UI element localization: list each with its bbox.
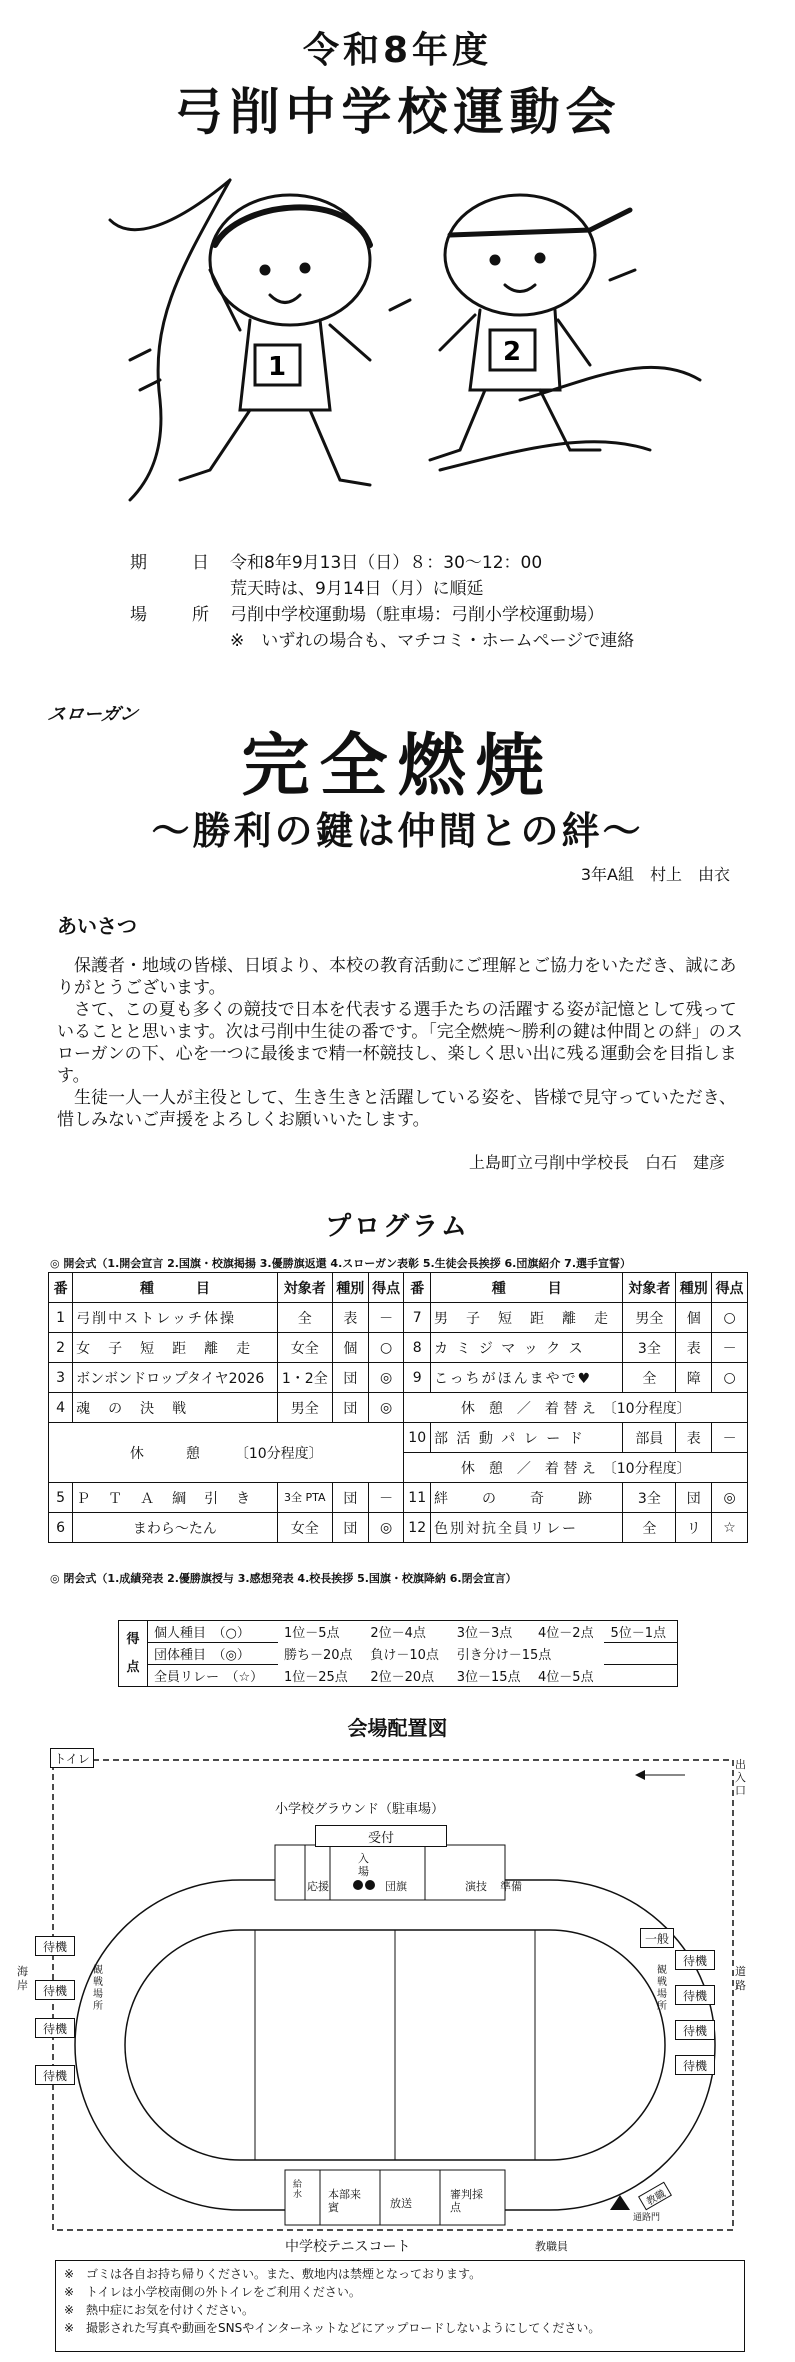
score-cell: 4位－5点 <box>532 1665 604 1687</box>
performance-label: 演技 <box>465 1880 487 1893</box>
break-row: 休 憩 〔10分程度〕 <box>49 1423 404 1483</box>
table-header-row <box>49 1273 748 1303</box>
event-type: 団 <box>676 1483 712 1513</box>
waiting-area: 待機 <box>35 1980 75 2000</box>
event-no: 1 <box>49 1303 73 1333</box>
hq-label: 本部来賓 <box>328 2188 361 2214</box>
score-cell: 1位－25点 <box>278 1665 364 1687</box>
date-label: 期 日 <box>130 553 223 573</box>
event-target: 1・2全 <box>277 1363 332 1393</box>
cheer-label: 応援 <box>307 1880 329 1893</box>
runners-illustration <box>90 150 710 520</box>
event-target: 男全 <box>277 1393 332 1423</box>
gate-label: 通路門 <box>633 2213 661 2223</box>
greeting-para: 保護者・地域の皆様、日頃より、本校の教育活動にご理解とご協力をいただき、誠にありがとうございます。 <box>57 956 737 998</box>
event-no: 11 <box>404 1483 430 1513</box>
score-cell: 全員リレー （☆） <box>148 1665 278 1687</box>
slogan-label: スローガン <box>45 704 140 725</box>
waiting-area: 待機 <box>35 2018 75 2038</box>
table-row <box>49 1363 748 1393</box>
date-value: 令和8年9月13日（日）８：30～12：00 <box>230 553 543 573</box>
scoring-label: 得点 <box>119 1621 148 1687</box>
break-row: 休 憩 ／ 着 替 え 〔10分程度〕 <box>404 1393 748 1423</box>
parking-label: 小学校グラウンド（駐車場） <box>275 1802 445 1817</box>
viewing-area: 観戦場所 <box>93 1965 103 2012</box>
event-type: 個 <box>676 1303 712 1333</box>
broadcast-label: 放送 <box>390 2197 412 2210</box>
waiting-area: 待機 <box>35 2065 75 2085</box>
score-cell: 2位－4点 <box>364 1621 450 1643</box>
reception-label: 受付 <box>315 1825 447 1847</box>
col-header: 対象者 <box>623 1273 676 1303</box>
score-cell: 勝ち－20点 <box>283 1648 353 1663</box>
greeting-para: 生徒一人一人が主役として、生き生きと活躍している姿を、皆様で見守っていただき、惜しみないご声援をよろしくお願いいたします。 <box>57 1088 736 1130</box>
event-name: Ｐ Ｔ Ａ 綱 引 き <box>73 1483 278 1513</box>
event-points: ◎ <box>712 1483 748 1513</box>
event-points: － <box>368 1303 404 1333</box>
opening-ceremony: ◎ 開会式（1.開会宣言 2.国旗・校旗掲揚 3.優勝旗返還 4.スローガン表彰 5.生徒会長挨拶 6.団旗紹介 7.選手宣誓） <box>50 1257 632 1270</box>
event-name: 弓削中ストレッチ体操 <box>73 1303 278 1333</box>
note-item: ※ トイレは小学校南側の外トイレをご利用ください。 <box>64 2285 361 2299</box>
program-table <box>48 1272 748 1543</box>
program-title: プログラム <box>325 1212 470 1242</box>
event-info <box>130 550 634 654</box>
table-row <box>49 1483 748 1513</box>
runner1-bib: 1 <box>267 352 287 382</box>
event-type: 個 <box>332 1333 368 1363</box>
col-header: 種 目 <box>430 1273 622 1303</box>
note-item: ※ 撮影された写真や動画をSNSやインターネットなどにアップロードしないようにしてください。 <box>64 2321 601 2335</box>
waiting-area: 待機 <box>675 2055 715 2075</box>
event-type: 団 <box>332 1513 368 1543</box>
event-no: 10 <box>404 1423 430 1453</box>
note-item: ※ 熱中症にお気を付けください。 <box>64 2303 255 2317</box>
viewing-area: 観戦場所 <box>657 1965 667 2012</box>
event-no: 6 <box>49 1513 73 1543</box>
event-type: リ <box>676 1513 712 1543</box>
flag-label: 団旗 <box>385 1880 407 1893</box>
event-type: 表 <box>676 1423 712 1453</box>
event-target: 3全 <box>623 1483 676 1513</box>
event-points: ◎ <box>368 1393 404 1423</box>
event-no: 4 <box>49 1393 73 1423</box>
greeting-body <box>57 955 747 1131</box>
score-cell: 2位－20点 <box>364 1665 450 1687</box>
table-row <box>49 1333 748 1363</box>
event-no: 7 <box>404 1303 430 1333</box>
venue-title: 会場配置図 <box>347 1716 448 1740</box>
event-name: まわら～たん <box>73 1513 278 1543</box>
slogan-main: 完全燃焼 <box>241 726 554 806</box>
slogan-author: 3年A組 村上 由衣 <box>580 865 730 884</box>
score-cell: 個人種目 （○） <box>148 1621 278 1643</box>
table-row <box>49 1303 748 1333</box>
table-row <box>49 1513 748 1543</box>
break-row: 休 憩 ／ 着 替 え 〔10分程度〕 <box>404 1453 748 1483</box>
waiting-area: 待機 <box>675 1950 715 1970</box>
entrance-label: 出入口 <box>735 1758 746 1797</box>
notes-box <box>55 2260 745 2352</box>
col-header: 番 <box>49 1273 73 1303</box>
venue-map <box>17 1740 750 2255</box>
event-no: 8 <box>404 1333 430 1363</box>
runner2-bib: 2 <box>502 337 522 367</box>
prep-label: 準備 <box>500 1880 522 1893</box>
event-points: ○ <box>712 1303 748 1333</box>
event-no: 9 <box>404 1363 430 1393</box>
event-type: 団 <box>332 1363 368 1393</box>
principal-signature: 上島町立弓削中学校長 白石 建彦 <box>468 1153 725 1172</box>
waiting-area: 待機 <box>675 2020 715 2040</box>
table-row <box>119 1621 678 1643</box>
event-target: 全 <box>277 1303 332 1333</box>
teachers-label: 教職員 <box>535 2240 568 2253</box>
event-name: 女 子 短 距 離 走 <box>73 1333 278 1363</box>
staff-tag: 教職 <box>638 2182 672 2211</box>
sea-label: 海岸 <box>17 1965 28 1992</box>
toilet-label: トイレ <box>50 1748 94 1768</box>
event-type: 表 <box>332 1303 368 1333</box>
col-header: 種別 <box>676 1273 712 1303</box>
table-row <box>119 1665 678 1687</box>
event-points: － <box>712 1423 748 1453</box>
event-no: 2 <box>49 1333 73 1363</box>
event-points: － <box>368 1483 404 1513</box>
event-points: ◎ <box>368 1363 404 1393</box>
slogan-sub: ～勝利の鍵は仲間との絆～ <box>151 808 644 853</box>
event-points: ☆ <box>712 1513 748 1543</box>
score-cell: 3位－3点 <box>451 1621 532 1643</box>
event-name: こっちがほんまやで♥ <box>430 1363 622 1393</box>
table-row <box>119 1643 678 1665</box>
score-cell: 5位－1点 <box>604 1621 677 1643</box>
event-no: 12 <box>404 1513 430 1543</box>
table-row <box>49 1393 748 1423</box>
event-points: － <box>712 1333 748 1363</box>
event-name: 絆 の 奇 跡 <box>430 1483 622 1513</box>
place-label: 場 所 <box>130 605 223 625</box>
col-header: 種別 <box>332 1273 368 1303</box>
enter-label: 入場 <box>358 1852 369 1878</box>
event-target: 全 <box>623 1513 676 1543</box>
col-header: 得点 <box>368 1273 404 1303</box>
contact-note: ※ いずれの場合も、マチコミ・ホームページで連絡 <box>230 631 635 651</box>
greeting-para: さて、この夏も多くの競技で日本を代表する選手たちの活躍する姿が記憶として残っていることと思います。次は弓削中生徒の番です。「完全燃焼～勝利の鍵は仲間との絆」のスローガンの下、心を一つに最後まで精一杯競技し、楽しく思い出に残る運動会を目指します。 <box>57 1000 743 1086</box>
event-points: ○ <box>368 1333 404 1363</box>
event-no: 5 <box>49 1483 73 1513</box>
judge-label: 審判採点 <box>450 2188 483 2214</box>
event-target: 女全 <box>277 1513 332 1543</box>
event-target: 全 <box>623 1363 676 1393</box>
score-cell: 引き分け－15点 <box>456 1648 552 1663</box>
col-header: 対象者 <box>277 1273 332 1303</box>
place-value: 弓削中学校運動場（駐車場：弓削小学校運動場） <box>230 605 604 625</box>
event-name: 色別対抗全員リレー <box>430 1513 622 1543</box>
table-row <box>49 1423 748 1453</box>
event-points: ◎ <box>368 1513 404 1543</box>
col-header: 種 目 <box>73 1273 278 1303</box>
event-type: 団 <box>332 1393 368 1423</box>
event-no: 3 <box>49 1363 73 1393</box>
score-cell: 4位－2点 <box>532 1621 604 1643</box>
tennis-court-label: 中学校テニスコート <box>285 2239 411 2255</box>
water-label: 給水 <box>293 2180 303 2200</box>
event-target: 女全 <box>277 1333 332 1363</box>
event-name: 部 活 動 パ レ ー ド <box>430 1423 622 1453</box>
score-cell: 負け－10点 <box>370 1648 439 1663</box>
event-type: 障 <box>676 1363 712 1393</box>
road-label: 道路 <box>735 1965 746 1992</box>
score-cell: 3位－15点 <box>451 1665 532 1687</box>
venue-map-lines <box>45 1740 750 2255</box>
general-label: 一般 <box>640 1928 674 1948</box>
event-name: 魂 の 決 戦 <box>73 1393 278 1423</box>
event-target: 部員 <box>623 1423 676 1453</box>
event-type: 団 <box>332 1483 368 1513</box>
score-cell: 団体種目 （◎） <box>148 1643 278 1665</box>
event-points: ○ <box>712 1363 748 1393</box>
title-year: 令和8年度 <box>302 30 493 71</box>
closing-ceremony: ◎ 閉会式（1.成績発表 2.優勝旗授与 3.感想発表 4.校長挨拶 5.国旗・校旗降納 6.閉会宣言） <box>50 1572 517 1585</box>
event-type: 表 <box>676 1333 712 1363</box>
event-target: 男全 <box>623 1303 676 1333</box>
greeting-title: あいさつ <box>57 914 137 938</box>
rain-value: 荒天時は、9月14日（月）に順延 <box>230 579 484 599</box>
event-target: 3全 PTA <box>277 1483 332 1513</box>
title-event: 弓削中学校運動会 <box>173 83 622 141</box>
event-target: 3全 <box>623 1333 676 1363</box>
col-header: 番 <box>404 1273 430 1303</box>
scoring-table <box>118 1620 678 1687</box>
event-name: カ ミ ジ マ ッ ク ス <box>430 1333 622 1363</box>
event-name: ボンボンドロップタイヤ2026 <box>73 1363 278 1393</box>
note-item: ※ ゴミは各自お持ち帰りください。また、敷地内は禁煙となっております。 <box>64 2267 482 2281</box>
event-name: 男 子 短 距 離 走 <box>430 1303 622 1333</box>
waiting-area: 待機 <box>675 1985 715 2005</box>
score-cell: 1位－5点 <box>278 1621 364 1643</box>
waiting-area: 待機 <box>35 1936 75 1956</box>
col-header: 得点 <box>712 1273 748 1303</box>
